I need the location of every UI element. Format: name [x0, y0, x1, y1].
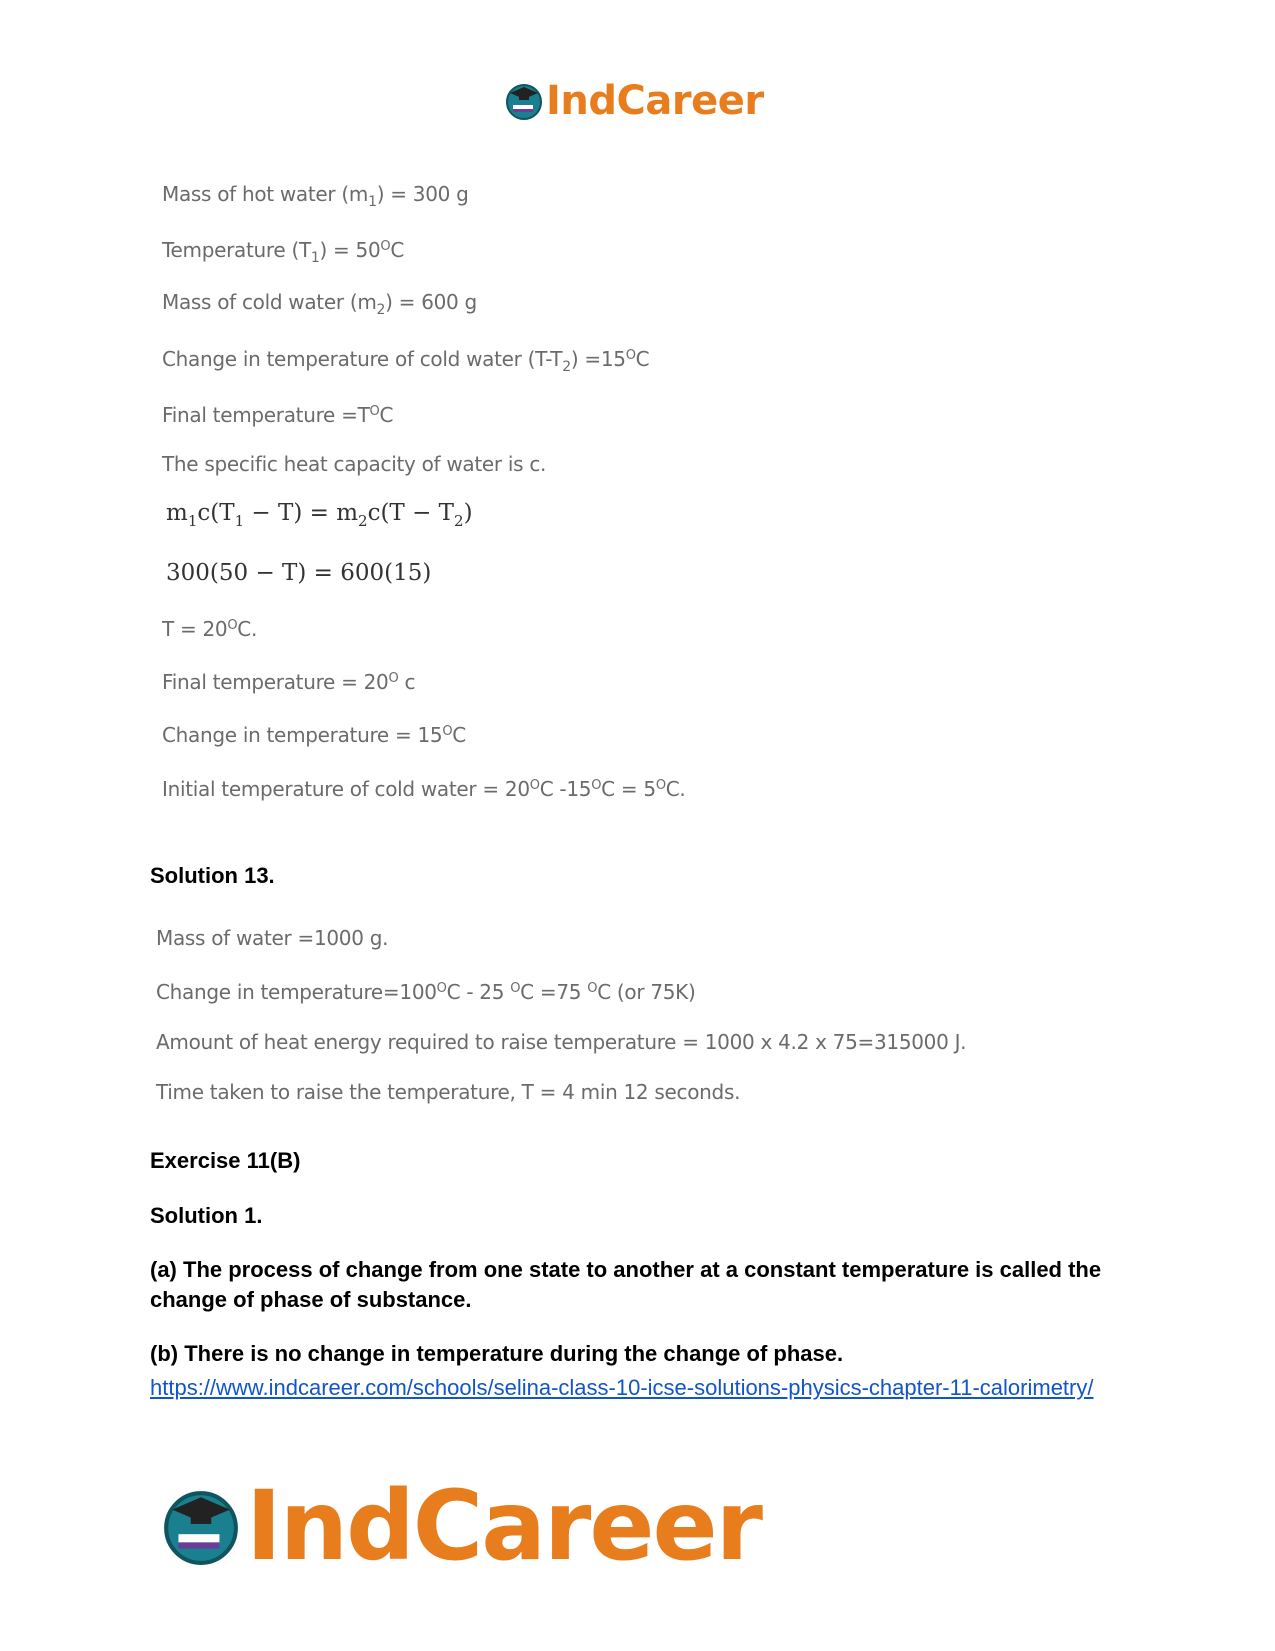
source-link[interactable]: https://www.indcareer.com/schools/selina-class-10-icse-solutions-physics-chapter-11-calorimetry/ — [150, 1375, 1094, 1400]
mass-cold-water: Mass of cold water $(m_2) = 600$ g — [162, 290, 477, 318]
heat-energy-line: Amount of heat energy required to raise temperature = 1000 x 4.2 x 75=315000 J. — [156, 1030, 967, 1054]
mass-of-water: Mass of water =1000 g. — [156, 926, 389, 950]
solution-1-heading: Solution 1. — [150, 1203, 263, 1228]
time-taken-line: Time taken to raise the temperature, T = 4 min 12 seconds. — [156, 1080, 741, 1104]
specific-heat-line: The specific heat capacity of water is c. — [162, 452, 547, 476]
final-temperature-t: Final temperature $=T^OC$ — [162, 403, 394, 427]
substituted-equation: 300(50 − T) = 600(15) — [166, 560, 432, 586]
graduate-globe-icon — [160, 1485, 242, 1567]
change-temp-cold-water: Change in temperature of cold water $(T-T_2) =15^OC$ — [162, 347, 650, 375]
final-temperature-result: Final temperature = $20^O$ c — [162, 670, 416, 694]
result-t: $T = 20^OC$. — [162, 617, 258, 641]
change-in-temperature-13: Change in $temperature=100^OC - 25$ $^O$C =75 $^O$C (or 75K) — [156, 980, 696, 1004]
solution-13-heading: Solution 13. — [150, 863, 275, 888]
logo-text: IndCareer — [546, 78, 764, 124]
header-logo — [504, 78, 764, 124]
answer-b: (b) There is no change in temperature during the change of phase. — [150, 1341, 844, 1366]
exercise-heading: Exercise 11(B) — [150, 1148, 301, 1173]
logo-text: IndCareer — [246, 1470, 761, 1582]
change-in-temperature: Change in temperature = $15^OC$ — [162, 723, 466, 747]
heat-balance-equation: $m_1c(T_1 - T) = m_2c(T - T_2)$ — [166, 500, 473, 530]
footer-logo — [160, 1470, 761, 1582]
answer-a: (a) The process of change from one state to another at a constant temperature is called the change of phase of substance. — [150, 1257, 1102, 1312]
temperature-t1: Temperature $(T_1) = 50^OC$ — [162, 238, 405, 266]
mass-hot-water: Mass of hot water $(m_1) = 300$ g — [162, 182, 469, 210]
initial-temperature-cold-water: Initial temperature of cold water = $20^OC$ $-15^OC = 5^OC$. — [162, 777, 686, 801]
graduate-globe-icon — [504, 81, 544, 121]
